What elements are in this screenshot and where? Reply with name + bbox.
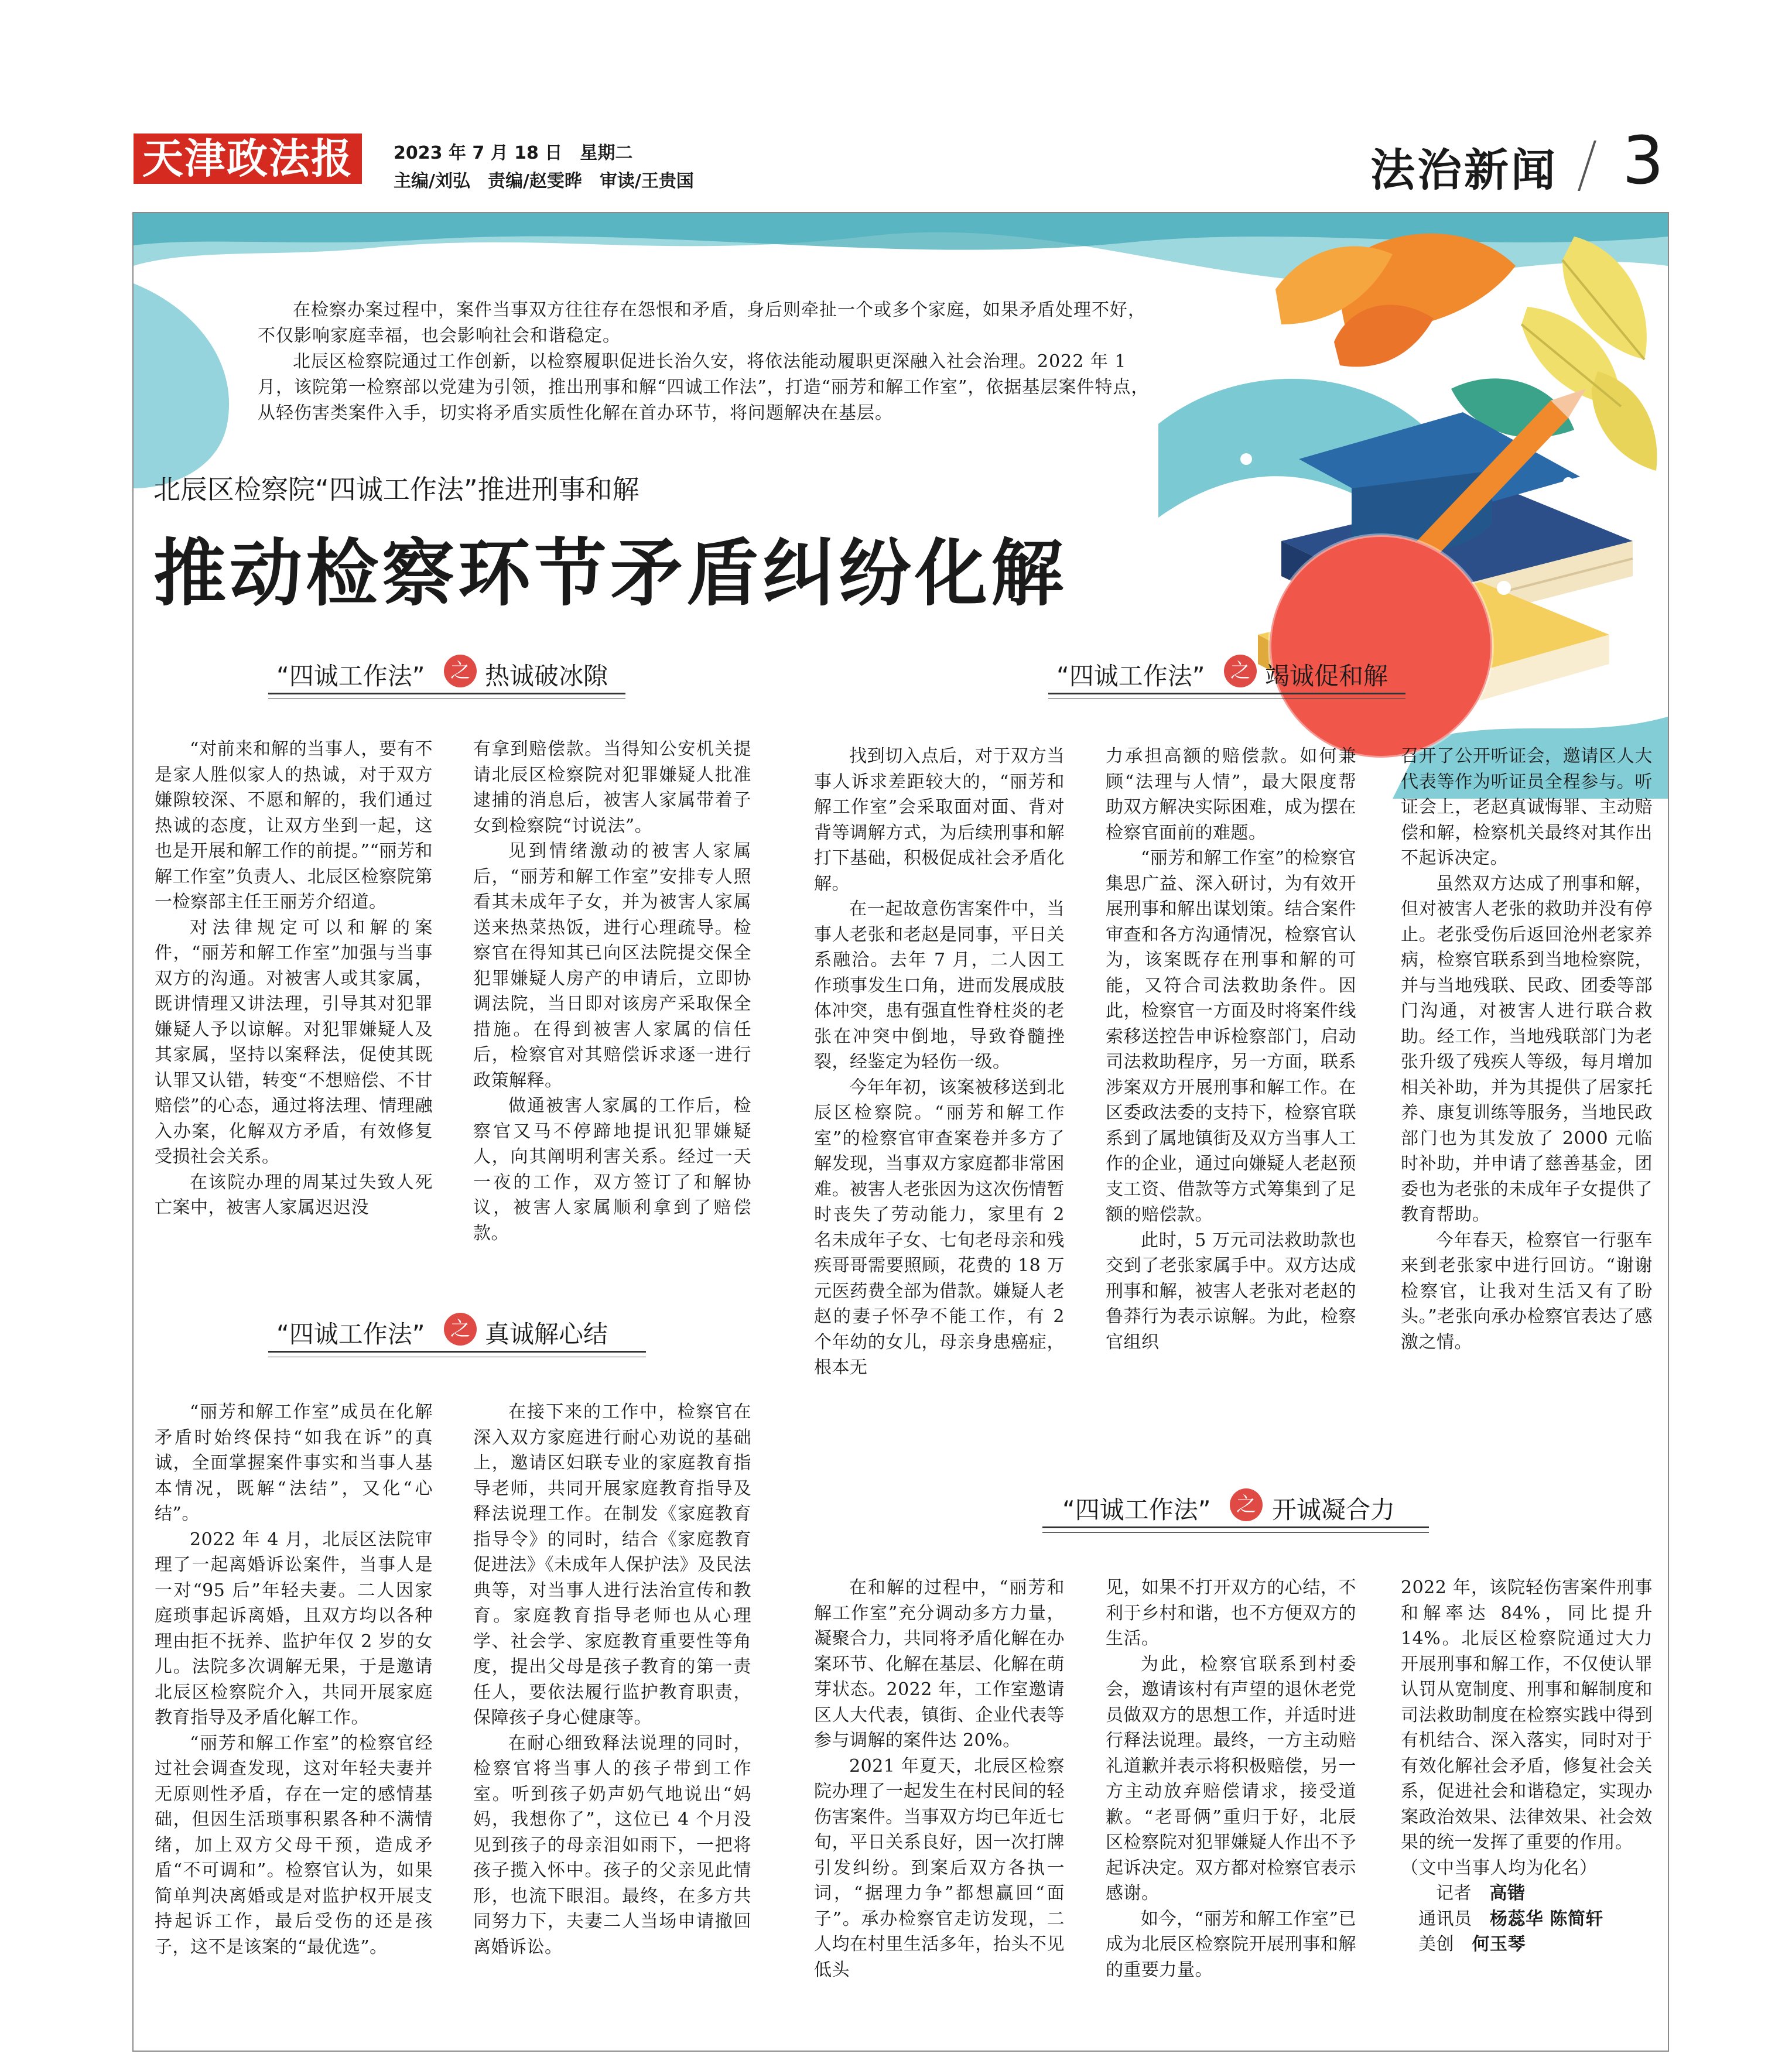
lead-paragraph: 在检察办案过程中，案件当事双方往往存在怨恨和矛盾，身后则牵扯一个或多个家庭，如果矛盾处理不好，不仅影响家庭幸福，也会影响社会和谐稳定。 <box>258 300 1146 346</box>
paragraph: 在和解的过程中，“丽芳和解工作室”充分调动多方力量，凝聚合力，共同将矛盾化解在办案环节、化解在基层、化解在萌芽状态。2022 年，工作室邀请区人大代表，镇街、企业代表等参与调解的案件达 20%。 <box>814 1577 1065 1751</box>
section-subtitle: 真诚解心结 <box>485 1320 608 1348</box>
zhi-badge: 之 <box>444 655 477 687</box>
paragraph: 此时，5 万元司法救助款也交到了老张家属手中。双方达成刑事和解，被害人老张对老赵的鲁莽行为表示谅解。为此，检察官组织 <box>1106 1230 1356 1353</box>
s3-column-2 <box>1106 744 1356 1355</box>
paragraph: “丽芳和解工作室”成员在化解矛盾时始终保持“如我在诉”的真诚，全面掌握案件事实和当事人基本情况，既解“法结”，又化“心结”。 <box>155 1402 433 1524</box>
paragraph: 在耐心细致释法说理的同时，检察官将当事人的孩子带到工作室。听到孩子奶声奶气地说出“妈妈，我想你了”，这位已 4 个月没见到孩子的母亲泪如雨下，一把将孩子揽入怀中。孩子的父亲见此情形，也流下眼泪。最终，在多方共同努力下，夫妻二人当场申请撤回离婚诉讼。 <box>473 1733 751 1957</box>
editor-credits: 主编/刘弘 责编/赵雯晔 审读/王贵国 <box>394 171 694 191</box>
kicker: 北辰区检察院“四诚工作法”推进刑事和解 <box>153 474 639 505</box>
s4-column-1 <box>814 1575 1065 1983</box>
section-name: 法治新闻 <box>1370 144 1558 196</box>
paragraph: 有拿到赔偿款。当得知公安机关提请北辰区检察院对犯罪嫌疑人批准逮捕的消息后，被害人家属带着子女到检察院“讨说法”。 <box>473 739 751 836</box>
s2-column-1 <box>155 1399 433 1960</box>
section-header-2 <box>268 1312 646 1353</box>
paragraph: 找到切入点后，对于双方当事人诉求差距较大的，“丽芳和解工作室”会采取面对面、背对背等调解方式，为后续刑事和解打下基础，积极促成社会矛盾化解。 <box>814 746 1065 894</box>
section-subtitle: 开诚凝合力 <box>1272 1495 1396 1524</box>
byline-correspondents: 通讯员 杨蕊华 陈简轩 <box>1418 1908 1603 1929</box>
lead-paragraphs <box>258 297 1160 426</box>
paragraph: 为此，检察官联系到村委会，邀请该村有声望的退休老党员做双方的思想工作，并适时进行释法说理。最终，一方主动赔礼道歉并表示将积极赔偿，另一方主动放弃赔偿请求，接受道歉。“老哥俩”重归于好，北辰区检察院对犯罪嫌疑人作出不予起诉决定。双方都对检察官表示感谢。 <box>1106 1654 1356 1904</box>
s3-column-1 <box>814 744 1065 1381</box>
paragraph: 2022 年，该院轻伤害案件刑事和解率达 84%，同比提升 14%。北辰区检察院通过大力开展刑事和解工作，不仅使认罪认罚从宽制度、刑事和解制度和司法救助制度在检察实践中得到有机结合、深入落实，同时对于有效化解社会矛盾，修复社会关系，促进社会和谐稳定，实现办案政治效果、法律效果、社会效果的统一发挥了重要的作用。 <box>1401 1577 1653 1853</box>
s4-column-3 <box>1401 1575 1653 1957</box>
paragraph: 在一起故意伤害案件中，当事人老张和老赵是同事，平日关系融洽。去年 7 月，二人因工作琐事发生口角，进而发展成肢体冲突，患有强直性脊柱炎的老张在冲突中倒地，导致脊髓挫裂，经鉴定为轻伤一级。 <box>814 899 1065 1072</box>
paper-logo: 天津政法报 <box>134 134 362 184</box>
byline-reporter: 记者 高锴 <box>1436 1883 1526 1904</box>
paragraph: 做通被害人家属的工作后，检察官又马不停蹄地提讯犯罪嫌疑人，向其阐明利害关系。经过一天一夜的工作，双方签订了和解协议，被害人家属顺利拿到了赔偿款。 <box>473 1096 751 1244</box>
s1-column-2 <box>473 737 751 1246</box>
masthead <box>0 0 1792 199</box>
paragraph: 2021 年夏天，北辰区检察院办理了一起发生在村民间的轻伤害案件。当事双方均已年近七旬，平日关系良好，因一次打牌引发纠纷。到案后双方各执一词，“据理力争”都想赢回“面子”。承办检察官走访发现，二人均在村里生活多年，抬头不见低头 <box>814 1755 1065 1980</box>
section-subtitle: 热诚破冰隙 <box>485 662 608 690</box>
issue-date: 2023 年 7 月 18 日 星期二 <box>394 143 633 163</box>
lead-paragraph: 北辰区检察院通过工作创新，以检察履职促进长治久安，将依法能动履职更深融入社会治理。2022 年 1 月，该院第一检察部以党建为引领，推出刑事和解“四诚工作法”，打造“丽芳和解工作室”，依据基层案件特点，从轻伤害类案件入手，切实将矛盾实质性化解在首办环节，将问题解决在基层。 <box>258 351 1150 423</box>
paragraph: 今年年初，该案被移送到北辰区检察院。“丽芳和解工作室”的检察官审查案卷并多方了解发现，当事双方家庭都非常困难。被害人老张因为这次伤情暂时丧失了劳动能力，家里有 2 名未成年子女、七旬老母亲和残疾哥哥需要照顾，花费的 18 万元医药费全部为借款。嫌疑人老赵的妻子怀孕不能工作，有 2 个年幼的女儿，母亲身患癌症，根本无 <box>814 1077 1065 1378</box>
paragraph: 2022 年 4 月，北辰区法院审理了一起离婚诉讼案件，当事人是一对“95 后”年轻夫妻。二人因家庭琐事起诉离婚，且双方均以各种理由拒不抚养、监护年仅 2 岁的女儿。法院多次调解无果，于是邀请北辰区检察院介入，共同开展家庭教育指导及矛盾化解工作。 <box>155 1529 433 1728</box>
s4-column-2 <box>1106 1575 1356 1983</box>
byline-designer: 美创 何玉琴 <box>1418 1934 1526 1955</box>
paragraph: 力承担高额的赔偿款。如何兼顾“法理与人情”，最大限度帮助双方解决实际困难，成为摆在检察官面前的难题。 <box>1106 746 1356 843</box>
paragraph: 见到情绪激动的被害人家属后，“丽芳和解工作室”安排专人照看其未成年子女，并为被害人家属送来热菜热饭，进行心理疏导。检察官在得知其已向区法院提交保全犯罪嫌疑人房产的申请后，立即协调法院，当日即对该房产采取保全措施。在得到被害人家属的信任后，检察官对其赔偿诉求逐一进行政策解释。 <box>473 841 751 1091</box>
zhi-badge: 之 <box>444 1313 477 1346</box>
s1-column-1 <box>155 737 433 1221</box>
paragraph: 如今，“丽芳和解工作室”已成为北辰区检察院开展刑事和解的重要力量。 <box>1106 1908 1356 1980</box>
section-subtitle: 竭诚促和解 <box>1265 662 1389 690</box>
s3-column-3 <box>1401 744 1653 1355</box>
s2-column-2 <box>473 1399 751 1960</box>
paragraph: 虽然双方达成了刑事和解，但对被害人老张的救助并没有停止。老张受伤后返回沧州老家养病，检察官联系到当地检察院，并与当地残联、民政、团委等部门沟通，对被害人进行联合救助。经工作，当地残联部门为老张升级了残疾人等级，每月增加相关补助，并为其提供了居家托养、康复训练等服务，当地民政部门也为其发放了 2000 元临时补助，并申请了慈善基金，团委也为老张的未成年子女提供了教育帮助。 <box>1401 873 1653 1225</box>
headline: 推动检察环节矛盾纠纷化解 <box>153 531 1068 616</box>
paragraph: “丽芳和解工作室”的检察官集思广益、深入研讨，为有效开展刑事和解出谋划策。结合案件审查和各方沟通情况，检察官认为，该案既存在刑事和解的可能，又符合司法救助条件。因此，检察官一方面及时将案件线索移送控告申诉检察部门，启动司法救助程序，另一方面，联系涉案双方开展刑事和解工作。在区委政法委的支持下，检察官联系到了属地镇街及双方当事人工作的企业，通过向嫌疑人老赵预支工资、借款等方式筹集到了足额的赔偿款。 <box>1106 848 1356 1225</box>
section-name: “四诚工作法” <box>1062 1495 1211 1524</box>
zhi-badge: 之 <box>1224 655 1257 687</box>
page-number: 3 <box>1622 123 1664 199</box>
paragraph: 在接下来的工作中，检察官在深入双方家庭进行耐心劝说的基础上，邀请区妇联专业的家庭教育指导老师，共同开展家庭教育指导及释法说理工作。在制发《家庭教育指导令》的同时，结合《家庭教育促进法》《未成年人保护法》及民法典等，对当事人进行法治宣传和教育。家庭教育指导老师也从心理学、社会学、家庭教育重要性等角度，提出父母是孩子教育的第一责任人，要依法履行监护教育职责，保障孩子身心健康等。 <box>473 1402 751 1728</box>
paragraph: “对前来和解的当事人，要有不是家人胜似家人的热诚，对于双方嫌隙较深、不愿和解的，我们通过热诚的态度，让双方坐到一起，这也是开展和解工作的前提。”“丽芳和解工作室”负责人、北辰区检察院第一检察部主任王丽芳介绍道。 <box>155 739 433 912</box>
section-name: “四诚工作法” <box>1056 662 1205 690</box>
paragraph: “丽芳和解工作室”的检察官经过社会调查发现，这对年轻夫妻并无原则性矛盾，存在一定的感情基础，但因生活琐事积累各种不满情绪，加上双方父母干预，造成矛盾“不可调和”。检察官认为，如果简单判决离婚或是对监护权开展支持起诉工作，最后受伤的还是孩子，这不是该案的“最优选”。 <box>155 1733 433 1957</box>
paragraph: 今年春天，检察官一行驱车来到老张家中进行回访。“谢谢检察官，让我对生活又有了盼头。”老张向承办检察官表达了感激之情。 <box>1401 1230 1653 1353</box>
zhi-badge: 之 <box>1230 1488 1263 1521</box>
section-header-1 <box>268 653 625 694</box>
section-header-4 <box>1042 1487 1429 1528</box>
section-name: “四诚工作法” <box>276 1320 425 1348</box>
section-divider <box>1578 141 1596 191</box>
paragraph: 对法律规定可以和解的案件，“丽芳和解工作室”加强与当事双方的沟通。对被害人或其家属，既讲情理又讲法理，引导其对犯罪嫌疑人予以谅解。对犯罪嫌疑人及其家属，坚持以案释法，促使其既认罪又认错，转变“不想赔偿、不甘赔偿”的心态，通过将法理、情理融入办案，化解双方矛盾，有效修复受损社会关系。 <box>155 917 433 1167</box>
paragraph: 召开了公开听证会，邀请区人大代表等作为听证员全程参与。听证会上，老赵真诚悔罪、主动赔偿和解，检察机关最终对其作出不起诉决定。 <box>1401 746 1653 868</box>
name-note: （文中当事人均为化名） <box>1401 1857 1598 1878</box>
section-header-3 <box>1048 653 1405 694</box>
paragraph: 在该院办理的周某过失致人死亡案中，被害人家属迟迟没 <box>155 1172 433 1218</box>
section-name: “四诚工作法” <box>276 662 425 690</box>
paragraph: 见，如果不打开双方的心结，不利于乡村和谐，也不方便双方的生活。 <box>1106 1577 1356 1649</box>
